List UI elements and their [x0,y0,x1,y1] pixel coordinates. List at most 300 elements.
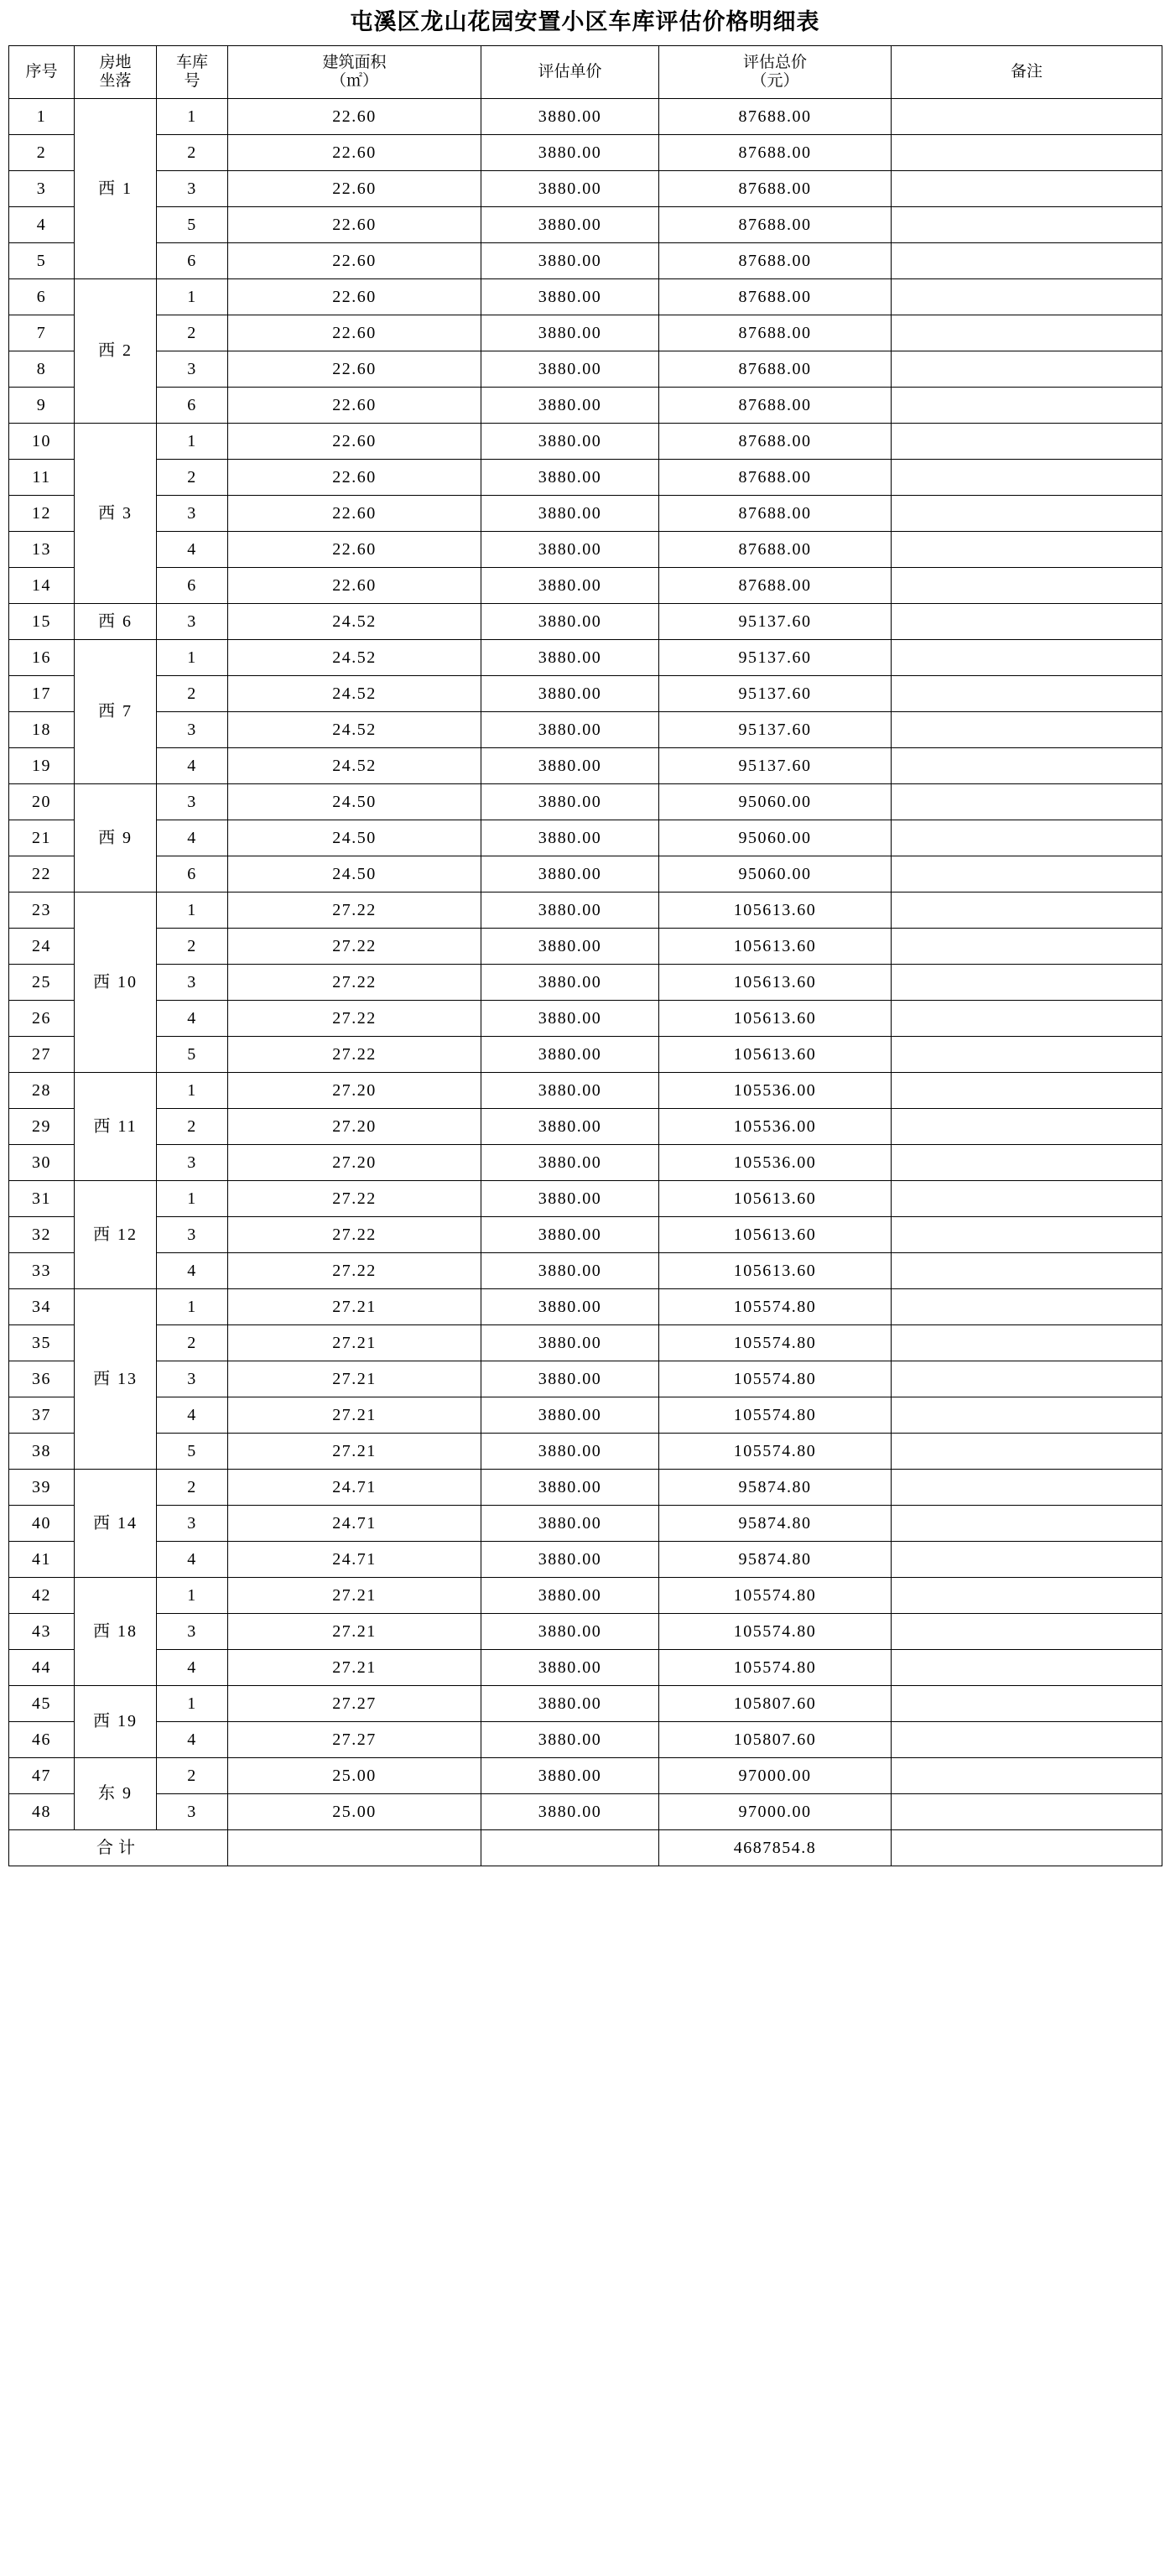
table-row [9,424,1162,460]
cell-seq: 20 [9,784,75,820]
cell-total-price: 105574.80 [659,1614,892,1650]
cell-area: 22.60 [228,207,481,243]
cell-unit-price: 3880.00 [481,856,659,892]
cell-area: 24.50 [228,856,481,892]
table-row [9,243,1162,279]
cell-area: 22.60 [228,532,481,568]
cell-note [892,135,1162,171]
cell-unit-price: 3880.00 [481,99,659,135]
header-location-line2: 坐落 [99,72,132,91]
cell-total-price: 87688.00 [659,568,892,604]
cell-unit-price: 3880.00 [481,1253,659,1289]
cell-total-price: 105613.60 [659,1181,892,1217]
cell-total-price: 105574.80 [659,1397,892,1434]
cell-seq: 25 [9,965,75,1001]
cell-area: 27.21 [228,1578,481,1614]
cell-total-price: 87688.00 [659,243,892,279]
cell-total-price: 95874.80 [659,1506,892,1542]
cell-seq: 31 [9,1181,75,1217]
cell-area: 27.21 [228,1361,481,1397]
cell-unit-price: 3880.00 [481,1470,659,1506]
cell-area: 24.50 [228,784,481,820]
table-row [9,965,1162,1001]
cell-note [892,1470,1162,1506]
cell-total-price: 105536.00 [659,1145,892,1181]
cell-location: 西 13 [75,1289,157,1470]
header-location-line1: 房地 [99,53,132,71]
cell-seq: 46 [9,1722,75,1758]
cell-total-price: 87688.00 [659,279,892,315]
cell-seq: 19 [9,748,75,784]
cell-total-price: 97000.00 [659,1794,892,1830]
cell-note [892,892,1162,929]
cell-unit-price: 3880.00 [481,748,659,784]
cell-seq: 48 [9,1794,75,1830]
cell-total-price: 95137.60 [659,676,892,712]
cell-area: 27.21 [228,1614,481,1650]
cell-note [892,1325,1162,1361]
cell-note [892,99,1162,135]
cell-total-price: 105807.60 [659,1722,892,1758]
cell-garage-no: 5 [157,1434,228,1470]
cell-total-price: 95874.80 [659,1470,892,1506]
cell-garage-no: 1 [157,1578,228,1614]
cell-unit-price: 3880.00 [481,1145,659,1181]
page-title: 屯溪区龙山花园安置小区车库评估价格明细表 [350,9,820,34]
cell-garage-no: 1 [157,892,228,929]
cell-garage-no: 1 [157,640,228,676]
header-area [228,46,481,99]
table-row [9,1614,1162,1650]
cell-location: 西 1 [75,99,157,279]
table-row [9,1289,1162,1325]
table-row [9,460,1162,496]
cell-note [892,640,1162,676]
cell-seq: 8 [9,351,75,388]
table-row [9,532,1162,568]
cell-seq: 43 [9,1614,75,1650]
table-row [9,1758,1162,1794]
table-row [9,640,1162,676]
cell-seq: 45 [9,1686,75,1722]
cell-garage-no: 5 [157,207,228,243]
total-amount: 4687854.8 [659,1830,892,1866]
cell-garage-no: 3 [157,1506,228,1542]
cell-total-price: 87688.00 [659,388,892,424]
table-row [9,1722,1162,1758]
cell-unit-price: 3880.00 [481,1434,659,1470]
cell-location: 西 18 [75,1578,157,1686]
cell-total-price: 95137.60 [659,604,892,640]
cell-area: 22.60 [228,460,481,496]
cell-garage-no: 3 [157,1145,228,1181]
cell-area: 22.60 [228,315,481,351]
cell-location: 西 9 [75,784,157,892]
cell-total-price: 105613.60 [659,929,892,965]
cell-seq: 38 [9,1434,75,1470]
cell-garage-no: 4 [157,1542,228,1578]
header-garage-line1: 车库 [175,53,208,71]
cell-note [892,1578,1162,1614]
cell-note [892,568,1162,604]
table-row [9,1397,1162,1434]
total-area [228,1830,481,1866]
table-row [9,1578,1162,1614]
header-total-line2: （元） [751,72,799,91]
cell-total-price: 105613.60 [659,892,892,929]
cell-unit-price: 3880.00 [481,532,659,568]
cell-note [892,820,1162,856]
table-row [9,568,1162,604]
cell-unit-price: 3880.00 [481,892,659,929]
cell-seq: 28 [9,1073,75,1109]
cell-total-price: 105574.80 [659,1361,892,1397]
cell-note [892,1434,1162,1470]
cell-total-price: 105613.60 [659,1217,892,1253]
cell-area: 27.21 [228,1325,481,1361]
cell-unit-price: 3880.00 [481,1578,659,1614]
cell-note [892,388,1162,424]
table-row [9,388,1162,424]
cell-location: 西 10 [75,892,157,1073]
cell-unit-price: 3880.00 [481,351,659,388]
cell-location: 西 6 [75,604,157,640]
cell-garage-no: 1 [157,424,228,460]
cell-area: 22.60 [228,243,481,279]
cell-unit-price: 3880.00 [481,784,659,820]
cell-garage-no: 3 [157,965,228,1001]
table-row [9,1145,1162,1181]
cell-total-price: 105807.60 [659,1686,892,1722]
cell-area: 27.27 [228,1686,481,1722]
cell-garage-no: 2 [157,1109,228,1145]
header-area-line1: 建筑面积 [322,53,387,71]
table-row [9,1001,1162,1037]
cell-note [892,1145,1162,1181]
cell-seq: 34 [9,1289,75,1325]
cell-note [892,460,1162,496]
cell-garage-no: 4 [157,748,228,784]
header-garage-line2: 号 [184,72,200,91]
table-row [9,784,1162,820]
cell-location: 西 7 [75,640,157,784]
cell-total-price: 87688.00 [659,171,892,207]
cell-unit-price: 3880.00 [481,1073,659,1109]
cell-note [892,1253,1162,1289]
cell-total-price: 105574.80 [659,1650,892,1686]
cell-area: 27.22 [228,1181,481,1217]
cell-note [892,207,1162,243]
cell-seq: 44 [9,1650,75,1686]
cell-note [892,279,1162,315]
cell-note [892,1109,1162,1145]
cell-unit-price: 3880.00 [481,1686,659,1722]
table-row [9,315,1162,351]
table-row [9,1506,1162,1542]
cell-area: 24.50 [228,820,481,856]
table-row [9,604,1162,640]
cell-area: 27.21 [228,1397,481,1434]
cell-area: 22.60 [228,171,481,207]
cell-garage-no: 6 [157,243,228,279]
cell-unit-price: 3880.00 [481,315,659,351]
cell-unit-price: 3880.00 [481,1109,659,1145]
cell-note [892,351,1162,388]
cell-unit-price: 3880.00 [481,1542,659,1578]
cell-seq: 1 [9,99,75,135]
cell-unit-price: 3880.00 [481,1722,659,1758]
cell-garage-no: 2 [157,929,228,965]
cell-note [892,748,1162,784]
cell-garage-no: 3 [157,712,228,748]
cell-seq: 36 [9,1361,75,1397]
cell-unit-price: 3880.00 [481,929,659,965]
cell-note [892,965,1162,1001]
cell-garage-no: 1 [157,1289,228,1325]
cell-total-price: 105574.80 [659,1578,892,1614]
cell-area: 27.20 [228,1109,481,1145]
cell-note [892,784,1162,820]
table-row [9,496,1162,532]
table-row [9,1686,1162,1722]
total-note [892,1830,1162,1866]
cell-garage-no: 3 [157,1361,228,1397]
cell-area: 24.71 [228,1542,481,1578]
cell-location: 西 14 [75,1470,157,1578]
cell-unit-price: 3880.00 [481,1397,659,1434]
cell-seq: 37 [9,1397,75,1434]
cell-garage-no: 2 [157,135,228,171]
cell-total-price: 105574.80 [659,1325,892,1361]
cell-garage-no: 2 [157,1758,228,1794]
cell-seq: 18 [9,712,75,748]
cell-total-price: 87688.00 [659,460,892,496]
cell-note [892,929,1162,965]
cell-total-price: 87688.00 [659,99,892,135]
cell-area: 24.52 [228,640,481,676]
cell-area: 25.00 [228,1758,481,1794]
table-row [9,1037,1162,1073]
cell-area: 27.27 [228,1722,481,1758]
cell-note [892,676,1162,712]
cell-total-price: 95874.80 [659,1542,892,1578]
cell-area: 24.52 [228,712,481,748]
cell-unit-price: 3880.00 [481,1650,659,1686]
cell-total-price: 105574.80 [659,1289,892,1325]
cell-garage-no: 4 [157,1001,228,1037]
cell-unit-price: 3880.00 [481,388,659,424]
cell-note [892,532,1162,568]
cell-garage-no: 3 [157,604,228,640]
cell-unit-price: 3880.00 [481,568,659,604]
cell-location: 西 2 [75,279,157,424]
cell-note [892,171,1162,207]
cell-area: 24.71 [228,1470,481,1506]
cell-seq: 6 [9,279,75,315]
garage-valuation-table [8,45,1162,1866]
cell-note [892,712,1162,748]
cell-unit-price: 3880.00 [481,460,659,496]
cell-area: 22.60 [228,279,481,315]
cell-area: 27.22 [228,929,481,965]
cell-seq: 22 [9,856,75,892]
table-row [9,171,1162,207]
table-row [9,748,1162,784]
header-total-price [659,46,892,99]
cell-seq: 41 [9,1542,75,1578]
cell-garage-no: 3 [157,351,228,388]
cell-garage-no: 2 [157,676,228,712]
table-row [9,1470,1162,1506]
table-row [9,820,1162,856]
cell-garage-no: 3 [157,1614,228,1650]
cell-garage-no: 1 [157,279,228,315]
cell-area: 22.60 [228,135,481,171]
cell-unit-price: 3880.00 [481,1506,659,1542]
cell-note [892,1037,1162,1073]
cell-garage-no: 2 [157,1325,228,1361]
cell-total-price: 95137.60 [659,748,892,784]
cell-garage-no: 4 [157,1253,228,1289]
cell-note [892,1397,1162,1434]
cell-total-price: 87688.00 [659,496,892,532]
cell-seq: 2 [9,135,75,171]
cell-area: 27.21 [228,1434,481,1470]
cell-total-price: 87688.00 [659,424,892,460]
cell-location: 西 19 [75,1686,157,1758]
cell-seq: 23 [9,892,75,929]
cell-unit-price: 3880.00 [481,1037,659,1073]
table-row [9,99,1162,135]
table-row [9,1217,1162,1253]
cell-seq: 47 [9,1758,75,1794]
table-row [9,1109,1162,1145]
cell-unit-price: 3880.00 [481,424,659,460]
cell-seq: 16 [9,640,75,676]
cell-seq: 11 [9,460,75,496]
cell-total-price: 105574.80 [659,1434,892,1470]
cell-unit-price: 3880.00 [481,712,659,748]
cell-total-price: 105613.60 [659,965,892,1001]
cell-seq: 40 [9,1506,75,1542]
cell-seq: 15 [9,604,75,640]
cell-area: 22.60 [228,351,481,388]
table-row [9,712,1162,748]
cell-seq: 9 [9,388,75,424]
cell-total-price: 87688.00 [659,207,892,243]
cell-area: 27.22 [228,1253,481,1289]
cell-note [892,1650,1162,1686]
cell-seq: 3 [9,171,75,207]
header-unit-price: 评估单价 [481,46,659,99]
cell-garage-no: 4 [157,1397,228,1434]
cell-unit-price: 3880.00 [481,496,659,532]
cell-note [892,1758,1162,1794]
cell-seq: 33 [9,1253,75,1289]
total-label: 合计 [9,1830,228,1866]
cell-location: 西 11 [75,1073,157,1181]
cell-area: 24.52 [228,676,481,712]
table-row [9,279,1162,315]
header-location [75,46,157,99]
cell-area: 22.60 [228,99,481,135]
cell-note [892,1181,1162,1217]
cell-garage-no: 6 [157,856,228,892]
cell-area: 22.60 [228,568,481,604]
cell-note [892,1722,1162,1758]
total-row [9,1830,1162,1866]
table-row [9,1073,1162,1109]
table-row [9,1434,1162,1470]
cell-total-price: 95060.00 [659,784,892,820]
table-row [9,1650,1162,1686]
cell-seq: 4 [9,207,75,243]
cell-unit-price: 3880.00 [481,1794,659,1830]
cell-unit-price: 3880.00 [481,965,659,1001]
total-unit-price [481,1830,659,1866]
cell-location: 西 12 [75,1181,157,1289]
cell-total-price: 95137.60 [659,712,892,748]
cell-total-price: 105613.60 [659,1037,892,1073]
cell-seq: 26 [9,1001,75,1037]
cell-unit-price: 3880.00 [481,820,659,856]
cell-note [892,424,1162,460]
cell-garage-no: 4 [157,1722,228,1758]
cell-seq: 7 [9,315,75,351]
table-row [9,1325,1162,1361]
cell-total-price: 105536.00 [659,1073,892,1109]
cell-unit-price: 3880.00 [481,1217,659,1253]
cell-total-price: 95137.60 [659,640,892,676]
header-area-line2: （㎡） [330,72,378,91]
cell-area: 24.52 [228,604,481,640]
cell-total-price: 95060.00 [659,820,892,856]
cell-note [892,243,1162,279]
cell-total-price: 95060.00 [659,856,892,892]
cell-seq: 14 [9,568,75,604]
cell-unit-price: 3880.00 [481,676,659,712]
cell-unit-price: 3880.00 [481,1289,659,1325]
table-row [9,1253,1162,1289]
cell-garage-no: 3 [157,784,228,820]
cell-area: 24.71 [228,1506,481,1542]
table-row [9,676,1162,712]
cell-garage-no: 4 [157,532,228,568]
cell-note [892,496,1162,532]
cell-unit-price: 3880.00 [481,1001,659,1037]
cell-note [892,1794,1162,1830]
table-body [9,99,1162,1866]
cell-seq: 29 [9,1109,75,1145]
cell-garage-no: 2 [157,315,228,351]
cell-unit-price: 3880.00 [481,1614,659,1650]
cell-seq: 12 [9,496,75,532]
cell-seq: 17 [9,676,75,712]
cell-seq: 21 [9,820,75,856]
cell-area: 27.22 [228,1217,481,1253]
table-row [9,1794,1162,1830]
cell-unit-price: 3880.00 [481,1361,659,1397]
cell-note [892,1073,1162,1109]
cell-garage-no: 6 [157,568,228,604]
cell-garage-no: 2 [157,460,228,496]
cell-garage-no: 1 [157,1181,228,1217]
cell-area: 27.22 [228,1001,481,1037]
table-row [9,207,1162,243]
cell-area: 22.60 [228,388,481,424]
cell-seq: 35 [9,1325,75,1361]
header-note: 备注 [892,46,1162,99]
